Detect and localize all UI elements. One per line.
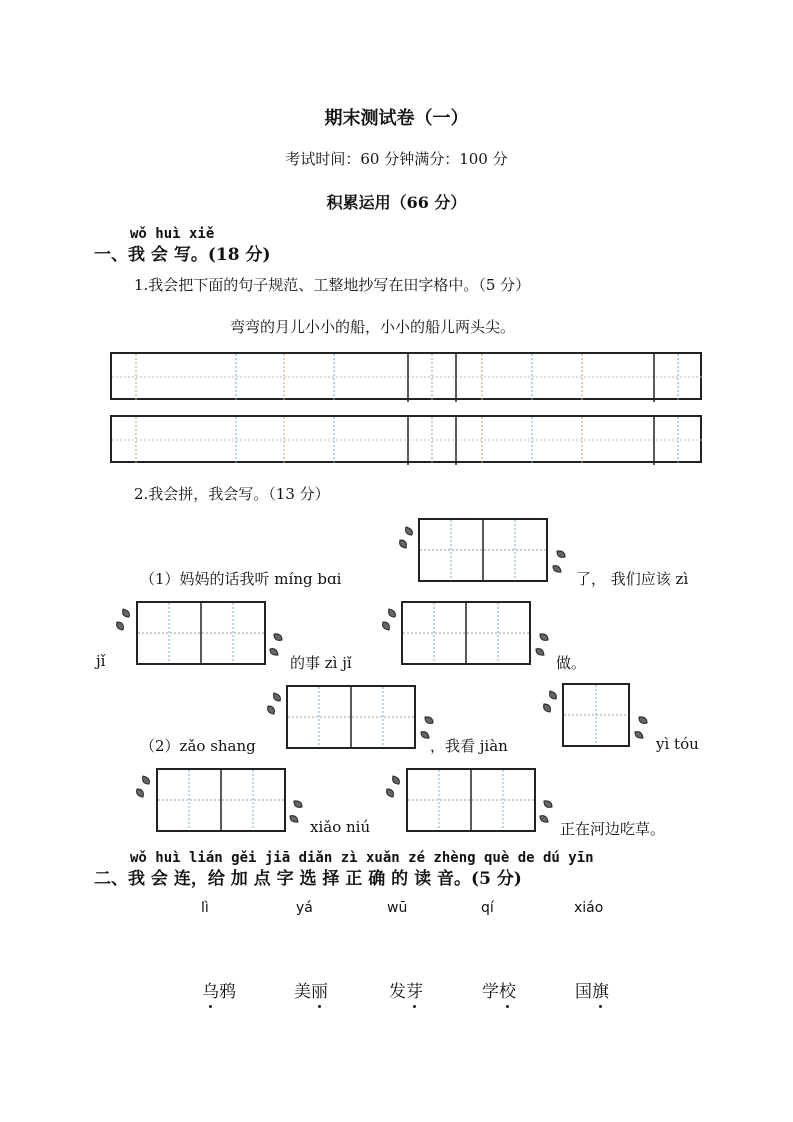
fill-line-1b: 了， 我们应该 zì [576,570,689,588]
leaf-decoration-icon [551,548,571,578]
fill-line-3a: （2）zǎo shang [140,737,256,755]
q1-sub2: 2.我会拼，我会写。（13 分） [134,485,330,503]
leaf-decoration-icon [379,606,399,636]
box-grid [403,603,529,663]
grid-lines [112,354,704,402]
section-heading: 积累运用（66 分） [326,193,467,212]
fill-line-2b: 的事 zì jǐ [290,654,352,672]
leaf-decoration-icon [396,524,416,554]
copy-sentence: 弯弯的月儿小小的船，小小的船儿两头尖。 [230,318,516,336]
leaf-decoration-icon [113,606,133,636]
answer-box[interactable] [156,768,286,832]
fill-line-4b: 正在河边吃草。 [560,820,666,838]
word-option[interactable]: 国旗 [575,977,609,1002]
copy-grid-row[interactable] [110,352,702,400]
leaf-decoration-icon [264,690,284,720]
box-grid [564,685,628,745]
leaf-decoration-icon [534,631,554,661]
grid-lines [112,417,704,465]
answer-box[interactable] [406,768,536,832]
pinyin-option[interactable]: lì [201,900,209,916]
fill-line-3b: ，我看 jiàn [430,737,508,755]
leaf-decoration-icon [540,688,560,718]
fill-line-3c: yì tóu [656,735,699,753]
dotted-char: 丽 [311,977,328,1002]
q1-sub1: 1.我会把下面的句子规范、工整地抄写在田字格中。（5 分） [134,276,531,294]
answer-box[interactable] [286,685,416,749]
fill-line-2c: 做。 [556,654,587,672]
answer-box[interactable] [401,601,531,665]
fill-line-4a: xiǎo niú [310,818,371,836]
answer-box[interactable] [136,601,266,665]
leaf-decoration-icon [133,773,153,803]
word-option[interactable]: 学校 [482,977,516,1002]
answer-box[interactable] [418,518,548,582]
leaf-decoration-icon [538,798,558,828]
leaf-decoration-icon [633,714,653,744]
dotted-char: 校 [499,977,516,1002]
fill-line-2a: jǐ [96,652,106,670]
dotted-char: 旗 [592,977,609,1002]
pinyin-option[interactable]: xiáo [574,900,604,916]
answer-box[interactable] [562,683,630,747]
dotted-char: 芽 [406,977,423,1002]
exam-info: 考试时间：60 分钟满分：100 分 [285,150,508,168]
q1-label: 一、我 会 写。(18 分) [94,245,271,265]
word-option[interactable]: 乌鸦 [202,977,236,1002]
dotted-char: 乌 [202,977,219,1002]
page-title: 期末测试卷（一） [324,108,469,129]
box-grid [420,520,546,580]
leaf-decoration-icon [268,631,288,661]
q1-pinyin: wǒ huì xiě [130,226,215,242]
q2-label: 二、我 会 连，给 加 点 字 选 择 正 确 的 读 音。(5 分) [94,869,522,889]
leaf-decoration-icon [383,773,403,803]
box-grid [158,770,284,830]
box-grid [138,603,264,663]
fill-line-1a: （1）妈妈的话我听 míng bɑi [140,570,342,588]
pinyin-option[interactable]: yá [296,900,313,916]
box-grid [408,770,534,830]
word-option[interactable]: 发芽 [389,977,423,1002]
pinyin-option[interactable]: wū [387,900,408,916]
word-option[interactable]: 美丽 [294,977,328,1002]
pinyin-option[interactable]: qí [481,900,494,916]
box-grid [288,687,414,747]
leaf-decoration-icon [288,798,308,828]
copy-grid-row[interactable] [110,415,702,463]
q2-pinyin: wǒ huì lián gěi jiā diǎn zì xuǎn zé zhèng què de dú yīn [130,850,594,866]
